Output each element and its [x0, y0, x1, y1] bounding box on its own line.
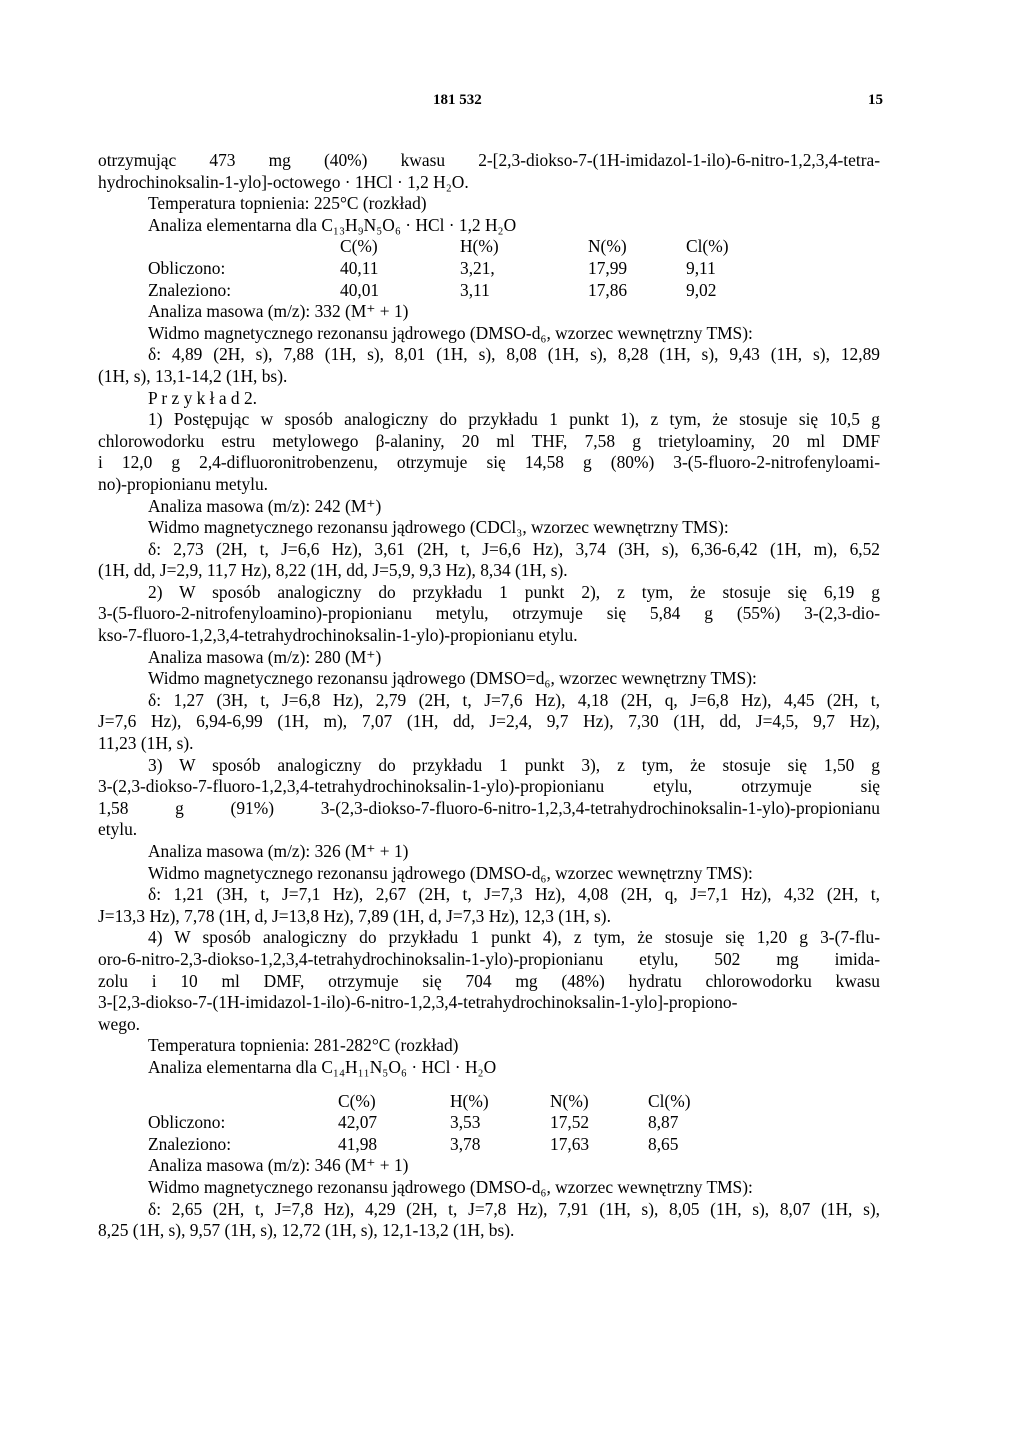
text-line: Widmo magnetycznego rezonansu jądrowego (DMSO=d₆, wzorzec wewnętrzny TMS):: [148, 668, 757, 689]
table-row: [98, 1134, 880, 1156]
page-header: [0, 92, 1024, 116]
table-cell: 40,11: [340, 257, 379, 278]
text-line: δ: 2,73 (2H, t, J=6,6 Hz), 3,61 (2H, t, J=6,6 Hz), 3,74 (3H, s), 6,36-6,42 (1H, m), 6,52: [148, 538, 880, 559]
text-line: 4) W sposób analogiczny do przykładu 1 punkt 4), z tym, że stosuje się 1,20 g 3-(7-flu-: [148, 927, 880, 948]
document-body: [98, 150, 880, 1242]
table-cell: 9,11: [686, 257, 716, 278]
text-line: hydrochinoksalin-1-ylo]-octowego · 1HCl · 1,2 H₂O.: [98, 171, 469, 192]
text-line: otrzymując 473 mg (40%) kwasu 2-[2,3-diokso-7-(1H-imidazol-1-ilo)-6-nitro-1,2,3,4-tetra-: [98, 150, 880, 170]
text-line: Analiza masowa (m/z): 242 (M⁺): [148, 495, 382, 516]
text-line: oro-6-nitro-2,3-diokso-1,2,3,4-tetrahydrochinoksalin-1-ylo)-propionianu etylu, 502 mg imida-: [98, 948, 880, 969]
table-header-cell: H(%): [460, 236, 499, 257]
text-line: Widmo magnetycznego rezonansu jądrowego (DMSO-d₆, wzorzec wewnętrzny TMS):: [148, 862, 753, 883]
table-header-cell: C(%): [340, 236, 378, 257]
text-line: 2) W sposób analogiczny do przykładu 1 punkt 2), z tym, że stosuje się 6,19 g: [148, 581, 880, 602]
text-line: Analiza masowa (m/z): 332 (M⁺ + 1): [148, 301, 409, 322]
table-cell: 17,99: [588, 257, 628, 278]
table-row: [98, 1112, 880, 1134]
text-line: Widmo magnetycznego rezonansu jądrowego (CDCl₃, wzorzec wewnętrzny TMS):: [148, 517, 729, 538]
table-row: [98, 258, 880, 280]
table-row-label: Znaleziono:: [148, 1133, 232, 1154]
table-header-cell: N(%): [588, 236, 627, 257]
table-cell: 3,78: [450, 1133, 481, 1154]
text-line: Analiza masowa (m/z): 326 (M⁺ + 1): [148, 841, 409, 861]
table-cell: 17,63: [550, 1133, 590, 1154]
text-line: Temperatura topnienia: 225°C (rozkład): [148, 193, 427, 214]
table-header-cell: Cl(%): [648, 1090, 691, 1111]
text-line: i 12,0 g 2,4-difluoronitrobenzenu, otrzymuje się 14,58 g (80%) 3-(5-fluoro-2-nitrofenyloami-: [98, 452, 880, 473]
table-row-label: Obliczono:: [148, 1112, 226, 1133]
text-line: Widmo magnetycznego rezonansu jądrowego (DMSO-d₆, wzorzec wewnętrzny TMS):: [148, 1176, 753, 1197]
text-line: 8,25 (1H, s), 9,57 (1H, s), 12,72 (1H, s), 12,1-13,2 (1H, bs).: [98, 1220, 515, 1241]
table-header-cell: H(%): [450, 1090, 489, 1111]
text-line: δ: 4,89 (2H, s), 7,88 (1H, s), 8,01 (1H, s), 8,08 (1H, s), 8,28 (1H, s), 9,43 (1H, s), 12,89: [148, 344, 880, 365]
text-line: zolu i 10 ml DMF, otrzymuje się 704 mg (48%) hydratu chlorowodorku kwasu: [98, 970, 880, 991]
text-line: Temperatura topnienia: 281-282°C (rozkład): [148, 1035, 459, 1056]
table2-header: [98, 1091, 880, 1113]
table1-header: [98, 236, 880, 258]
page-index: 15: [868, 92, 883, 108]
table-cell: 3,21,: [460, 257, 495, 278]
table-cell: 8,87: [648, 1112, 679, 1133]
text-line: δ: 1,27 (3H, t, J=6,8 Hz), 2,79 (2H, t, J=7,6 Hz), 4,18 (2H, q, J=6,8 Hz), 4,45 (2H, t,: [148, 689, 880, 710]
text-line: wego.: [98, 1013, 141, 1034]
text-line: 3-[2,3-diokso-7-(1H-imidazol-1-ilo)-6-nitro-1,2,3,4-tetrahydrochinoksalin-1-ylo]-propiono-: [98, 992, 738, 1013]
table-cell: 8,65: [648, 1133, 679, 1154]
text-line: δ: 1,21 (3H, t, J=7,1 Hz), 2,67 (2H, t, J=7,3 Hz), 4,08 (2H, q, J=7,1 Hz), 4,32 (2H, t,: [148, 884, 880, 905]
text-line: 3-(5-fluoro-2-nitrofenyloamino)-propionianu metylu, otrzymuje się 5,84 g (55%) 3-(2,3-dio-: [98, 603, 880, 624]
text-line: chlorowodorku estru metylowego β-alaniny, 20 ml THF, 7,58 g trietyloaminy, 20 ml DMF: [98, 430, 880, 451]
table-cell: 17,52: [550, 1112, 590, 1133]
table-cell: 40,01: [340, 279, 380, 300]
table-header-cell: N(%): [550, 1090, 589, 1111]
text-line: 11,23 (1H, s).: [98, 733, 194, 754]
text-line: J=7,6 Hz), 6,94-6,99 (1H, m), 7,07 (1H, dd, J=2,4, 9,7 Hz), 7,30 (1H, dd, J=4,5, 9,7 Hz),: [98, 711, 880, 732]
table-row-label: Znaleziono:: [148, 279, 232, 300]
text-line: 1) Postępując w sposób analogiczny do przykładu 1 punkt 1), z tym, że stosuje się 10,5 g: [148, 409, 880, 430]
text-line: (1H, s), 13,1-14,2 (1H, bs).: [98, 365, 288, 386]
table-cell: 3,53: [450, 1112, 481, 1133]
table-row: [98, 280, 880, 302]
text-line: Analiza masowa (m/z): 346 (M⁺ + 1): [148, 1155, 409, 1176]
text-line: δ: 2,65 (2H, t, J=7,8 Hz), 4,29 (2H, t, J=7,8 Hz), 7,91 (1H, s), 8,05 (1H, s), 8,07 (1H, s),: [148, 1198, 880, 1219]
table-cell: 17,86: [588, 279, 628, 300]
table-cell: 41,98: [338, 1133, 378, 1154]
text-line: J=13,3 Hz), 7,78 (1H, d, J=13,8 Hz), 7,89 (1H, d, J=7,3 Hz), 12,3 (1H, s).: [98, 905, 611, 926]
text-line: (1H, dd, J=2,9, 11,7 Hz), 8,22 (1H, dd, J=5,9, 9,3 Hz), 8,34 (1H, s).: [98, 560, 568, 581]
text-line: 3) W sposób analogiczny do przykładu 1 punkt 3), z tym, że stosuje się 1,50 g: [148, 754, 880, 775]
table-row-label: Obliczono:: [148, 257, 226, 278]
text-line: Widmo magnetycznego rezonansu jądrowego (DMSO-d₆, wzorzec wewnętrzny TMS):: [148, 322, 753, 343]
text-line: etylu.: [98, 819, 138, 840]
text-line: Analiza masowa (m/z): 280 (M⁺): [148, 646, 382, 667]
example-heading: P r z y k ł a d 2.: [148, 387, 257, 408]
table-header-cell: Cl(%): [686, 236, 729, 257]
text-line: kso-7-fluoro-1,2,3,4-tetrahydrochinoksalin-1-ylo)-propionianu etylu.: [98, 625, 578, 646]
text-line: no)-propionianu metylu.: [98, 473, 269, 494]
text-line: 1,58 g (91%) 3-(2,3-diokso-7-fluoro-6-nitro-1,2,3,4-tetrahydrochinoksalin-1-ylo)-propionianu: [98, 797, 880, 818]
table-header-cell: C(%): [338, 1090, 376, 1111]
text-line: Analiza elementarna dla C₁₄H₁₁N₅O₆ · HCl · H₂O: [148, 1056, 497, 1077]
table-cell: 42,07: [338, 1112, 378, 1133]
text-line: 3-(2,3-diokso-7-fluoro-1,2,3,4-tetrahydrochinoksalin-1-ylo)-propionianu etylu, otrzymuje się: [98, 776, 880, 797]
patent-number: 181 532: [433, 92, 482, 108]
text-line: Analiza elementarna dla C₁₃H₉N₅O₆ · HCl · 1,2 H₂O: [148, 214, 517, 235]
table-cell: 3,11: [460, 279, 490, 300]
table-cell: 9,02: [686, 279, 717, 300]
